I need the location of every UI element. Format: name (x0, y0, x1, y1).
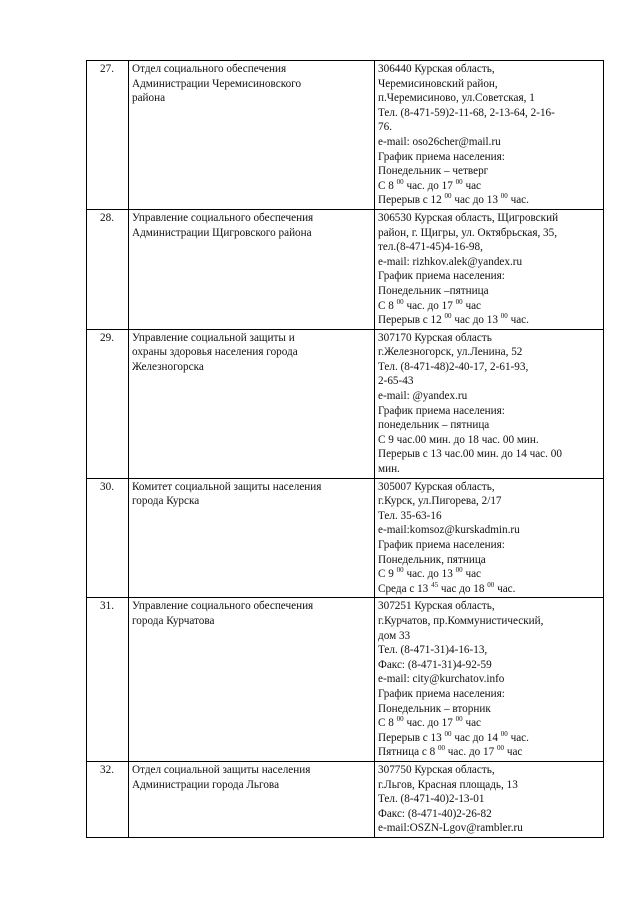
schedule-text: час. до 13 (403, 568, 456, 581)
schedule-text: час. до 17 (403, 717, 456, 730)
minutes-superscript: 00 (396, 715, 404, 724)
minutes-superscript: 00 (455, 297, 463, 306)
organization-name-cell (129, 209, 375, 329)
row-number: 31. (100, 600, 114, 613)
minutes-superscript: 00 (500, 192, 508, 201)
organization-name-cell (129, 478, 375, 598)
schedule-text: С 8 (378, 299, 397, 312)
contact-info-cell (375, 61, 604, 210)
schedule-text: час. (494, 582, 516, 595)
organization-name-line: Администрации Щигровского района (132, 226, 312, 239)
minutes-superscript: 00 (497, 744, 505, 753)
minutes-superscript: 45 (431, 580, 439, 589)
schedule-line (378, 299, 600, 314)
contact-info-line: Понедельник –пятница (378, 284, 489, 297)
row-number: 27. (100, 63, 114, 75)
schedule-line (378, 193, 600, 208)
row-number-cell (87, 209, 129, 329)
contact-info-line: Понедельник – вторник (378, 702, 491, 715)
minutes-superscript: 00 (444, 192, 452, 201)
schedule-text: Перерыв с 13 (378, 731, 445, 744)
contact-info-cell (375, 478, 604, 598)
contact-info-cell (375, 329, 604, 478)
schedule-text: час (462, 179, 482, 192)
table-row (87, 478, 604, 598)
organization-name-line: Управление социального обеспечения (132, 600, 314, 613)
contact-info-line: 2-65-43 (378, 375, 414, 388)
contact-info-line: г.Льгов, Красная площадь, 13 (378, 778, 518, 791)
contact-info-line: дом 33 (378, 629, 411, 642)
row-number: 29. (100, 331, 114, 344)
minutes-superscript: 00 (500, 312, 508, 321)
contact-info-line: 76. (378, 121, 392, 134)
schedule-text: С 9 (378, 568, 397, 581)
contact-info-cell (375, 598, 604, 762)
schedule-text: час. (507, 731, 529, 744)
schedule-text: час (504, 746, 523, 759)
organization-name-line: города Курчатова (132, 614, 215, 627)
contact-info-line: Тел. 35-63-16 (378, 509, 442, 522)
table-row (87, 761, 604, 837)
minutes-superscript: 00 (455, 177, 463, 186)
contact-info-line: График приема населения: (378, 150, 505, 163)
organization-name-line: Отдел социального обеспечения (132, 63, 287, 75)
schedule-text: час. (507, 314, 529, 327)
organization-name-line: Комитет социальной защиты населения (132, 480, 322, 493)
contact-info-line: e-mail: @yandex.ru (378, 390, 468, 403)
schedule-line (378, 179, 600, 194)
row-number: 28. (100, 211, 114, 224)
row-number-cell (87, 598, 129, 762)
minutes-superscript: 00 (487, 580, 495, 589)
contact-info-line: e-mail: oso26cher@mail.ru (378, 135, 501, 148)
minutes-superscript: 00 (455, 715, 463, 724)
minutes-superscript: 00 (444, 729, 452, 738)
contact-info-line: e-mail: rizhkov.alek@yandex.ru (378, 255, 523, 268)
schedule-text: С 8 (378, 179, 397, 192)
contact-info-line: 306530 Курская область, Щигровский (378, 211, 559, 224)
contact-info-line: Понедельник, пятница (378, 553, 486, 566)
schedule-line (378, 731, 600, 746)
organization-name-cell (129, 598, 375, 762)
schedule-text: час. до 17 (403, 299, 456, 312)
contact-info-line: 307251 Курская область, (378, 600, 495, 613)
schedule-text: час до 13 (451, 314, 501, 327)
contact-info-line: п.Черемисиново, ул.Советская, 1 (378, 92, 535, 105)
contact-info-line: Факс: (8-471-31)4-92-59 (378, 658, 492, 671)
contact-info-line: Черемисиновский район, (378, 77, 498, 90)
schedule-text: Перерыв с 12 (378, 314, 445, 327)
contact-info-line: мин. (378, 463, 400, 476)
schedule-text: Среда с 13 (378, 582, 432, 595)
table-row (87, 598, 604, 762)
row-number-cell (87, 329, 129, 478)
contact-info-line: Тел. (8-471-40)2-13-01 (378, 793, 485, 806)
schedule-text: час (462, 717, 482, 730)
schedule-line (378, 567, 600, 582)
contact-info-line: График приема населения: (378, 687, 505, 700)
organization-name-cell (129, 761, 375, 837)
contact-info-line: Тел. (8-471-31)4-16-13, (378, 644, 488, 657)
contact-info-line: г.Курск, ул.Пигорева, 2/17 (378, 495, 502, 508)
schedule-text: час. до 17 (403, 179, 456, 192)
contact-info-line: Тел. (8-471-48)2-40-17, 2-61-93, (378, 360, 529, 373)
row-number: 30. (100, 480, 114, 493)
minutes-superscript: 00 (396, 177, 404, 186)
contact-info-line: 305007 Курская область, (378, 480, 495, 493)
schedule-line (378, 716, 600, 731)
minutes-superscript: 00 (500, 729, 508, 738)
organization-name-line: Управление социального обеспечения (132, 211, 314, 224)
social-services-table (86, 60, 604, 838)
contact-info-line: С 9 час.00 мин. до 18 час. 00 мин. (378, 433, 539, 446)
contact-info-line: 307750 Курская область, (378, 763, 495, 776)
schedule-text: час (462, 568, 482, 581)
schedule-text: Пятница с 8 (378, 746, 438, 759)
contact-info-line: 306440 Курская область, (378, 63, 495, 75)
organization-name-cell (129, 329, 375, 478)
minutes-superscript: 00 (455, 566, 463, 575)
organization-name-line: Администрации Черемисиновского (132, 77, 302, 90)
contact-info-line: тел.(8-471-45)4-16-98, (378, 241, 483, 254)
minutes-superscript: 00 (396, 566, 404, 575)
contact-info-line: 307170 Курская область (378, 331, 492, 344)
contact-info-line: e-mail:komsoz@kurskadmin.ru (378, 524, 520, 537)
contact-info-line: г.Железногорск, ул.Ленина, 52 (378, 346, 523, 359)
organization-name-line: Железногорска (132, 360, 204, 373)
minutes-superscript: 00 (444, 312, 452, 321)
organization-name-line: Администрации города Льгова (132, 778, 280, 791)
schedule-text: час до 18 (438, 582, 488, 595)
row-number-cell (87, 478, 129, 598)
schedule-line (378, 582, 600, 597)
minutes-superscript: 00 (396, 297, 404, 306)
row-number: 32. (100, 763, 114, 776)
contact-info-line: понедельник – пятница (378, 419, 490, 432)
contact-info-line: Перерыв с 13 час.00 мин. до 14 час. 00 (378, 448, 562, 461)
contact-info-line: район, г. Щигры, ул. Октябрьская, 35, (378, 226, 558, 239)
organization-name-line: Отдел социальной защиты населения (132, 763, 311, 776)
row-number-cell (87, 761, 129, 837)
schedule-text: час до 14 (451, 731, 501, 744)
contact-info-cell (375, 209, 604, 329)
schedule-text: час (462, 299, 482, 312)
schedule-text: час. до 17 (445, 746, 498, 759)
schedule-line (378, 313, 600, 328)
organization-name-line: охраны здоровья населения города (132, 346, 298, 359)
schedule-text: час до 13 (451, 194, 501, 207)
schedule-text: С 8 (378, 717, 397, 730)
schedule-line (378, 745, 600, 760)
organization-name-cell (129, 61, 375, 210)
organization-name-line: города Курска (132, 495, 200, 508)
contact-info-cell (375, 761, 604, 837)
contact-info-line: График приема населения: (378, 539, 505, 551)
table-row (87, 209, 604, 329)
row-number-cell (87, 61, 129, 210)
contact-info-line: г.Курчатов, пр.Коммунистический, (378, 614, 544, 627)
schedule-text: Перерыв с 12 (378, 194, 445, 207)
contact-info-line: Факс: (8-471-40)2-26-82 (378, 807, 492, 820)
contact-info-line: График приема населения: (378, 404, 505, 417)
contact-info-line: e-mail: city@kurchatov.info (378, 673, 505, 686)
organization-name-line: района (132, 92, 166, 105)
contact-info-line: График приема населения: (378, 270, 505, 283)
table-row (87, 61, 604, 210)
contact-info-line: Тел. (8-471-59)2-11-68, 2-13-64, 2-16- (378, 106, 555, 119)
contact-info-line: e-mail:OSZN-Lgov@rambler.ru (378, 822, 523, 835)
table-row (87, 329, 604, 478)
organization-name-line: Управление социальной защиты и (132, 331, 295, 344)
minutes-superscript: 00 (438, 744, 445, 753)
schedule-text: час. (507, 194, 529, 207)
contact-info-line: Понедельник – четверг (378, 165, 489, 178)
